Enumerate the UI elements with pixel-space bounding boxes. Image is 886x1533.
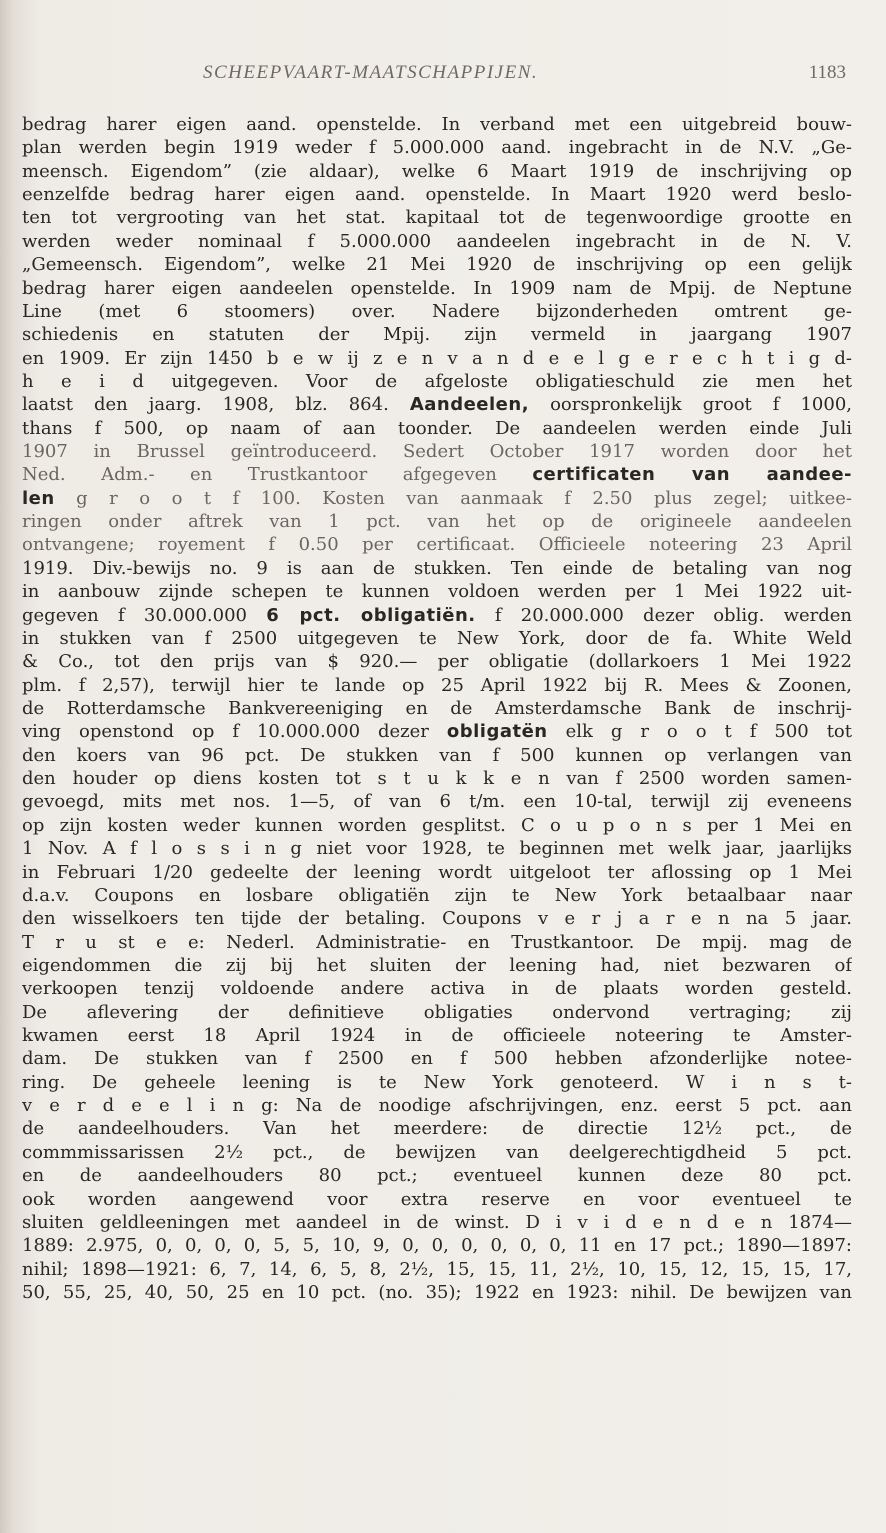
- text-segment: oorspronkelijk groot f 1000,: [529, 394, 852, 416]
- text-segment: in Februari 1/20 gedeelte der leening wordt uitgeloot ter aflossing op 1 Mei: [22, 861, 852, 883]
- text-segment: schiedenis en statuten der Mpij. zijn vermeld in jaargang 1907: [22, 324, 852, 346]
- text-line: [22, 206, 852, 229]
- text-segment: elk g r o o t f 500 tot: [547, 721, 852, 743]
- text-segment: v e r d e e l i n g: Na de noodige afschrijvingen, enz. eerst 5 pct. aan: [22, 1095, 852, 1117]
- text-segment: De aflevering der definitieve obligaties ondervond vertraging; zij: [22, 1001, 852, 1023]
- text-line: [22, 347, 852, 370]
- text-segment: de Rotterdamsche Bankvereeniging en de Amsterdamsche Bank de inschrij-: [22, 697, 852, 719]
- text-line: [22, 674, 852, 697]
- text-segment: 1 Nov. A f l o s s i n g niet voor 1928, te beginnen met welk jaar, jaarlijks: [22, 838, 852, 860]
- text-line: [22, 767, 852, 790]
- text-segment: en de aandeelhouders 80 pct.; eventueel kunnen deze 80 pct.: [22, 1165, 852, 1187]
- text-segment: nihil; 1898—1921: 6, 7, 14, 6, 5, 8, 2½, 15, 15, 11, 2½, 10, 15, 12, 15, 15, 17,: [22, 1258, 852, 1280]
- text-segment: thans f 500, op naam of aan toonder. De aandeelen werden einde Juli: [22, 417, 852, 439]
- text-segment: d.a.v. Coupons en losbare obligatiën zijn te New York betaalbaar naar: [22, 884, 852, 906]
- text-line: [22, 136, 852, 159]
- text-segment: & Co., tot den prijs van $ 920.— per obligatie (dollarkoers 1 Mei 1922: [22, 651, 852, 673]
- text-segment: dam. De stukken van f 2500 en f 500 hebben afzonderlijke notee-: [22, 1048, 852, 1070]
- running-title: SCHEEPVAART-MAATSCHAPPIJEN.: [203, 62, 539, 83]
- text-line: [22, 440, 852, 463]
- text-segment: T r u st e e: Nederl. Administratie- en Trustkantoor. De mpij. mag de: [22, 931, 852, 953]
- text-line: [22, 884, 852, 907]
- bold-term: certificaten van aandee-: [532, 464, 852, 486]
- text-segment: h e i d uitgegeven. Voor de afgeloste obligatieschuld zie men het: [22, 370, 852, 392]
- text-segment: ten tot vergrooting van het stat. kapitaal tot de tegenwoordige grootte en: [22, 207, 852, 229]
- text-segment: eenzelfde bedrag harer eigen aand. openstelde. In Maart 1920 werd beslo-: [22, 184, 852, 206]
- text-segment: werden weder nominaal f 5.000.000 aandeelen ingebracht in de N. V.: [22, 230, 852, 252]
- text-segment: laatst den jaarg. 1908, blz. 864.: [22, 394, 410, 416]
- text-line: [22, 113, 852, 136]
- text-segment: sluiten geldleeningen met aandeel in de winst. D i v i d e n d e n 1874—: [22, 1211, 852, 1233]
- text-line: [22, 1234, 852, 1257]
- text-line: [22, 557, 852, 580]
- bold-term: obligatën: [446, 721, 548, 743]
- text-segment: g r o o t f 100. Kosten van aanmaak f 2.50 plus zegel; uitkee-: [54, 487, 852, 509]
- text-line: [22, 931, 852, 954]
- bold-term: len: [22, 487, 55, 509]
- text-segment: verkoopen tenzij voldoende andere activa in de plaats worden gesteld.: [22, 978, 852, 1000]
- text-line: [22, 1258, 852, 1281]
- text-segment: 1919. Div.-bewijs no. 9 is aan de stukken. Ten einde de betaling van nog: [22, 557, 852, 579]
- text-line: [22, 861, 852, 884]
- text-segment: 1907 in Brussel geïntroduceerd. Sedert October 1917 worden door het: [22, 441, 852, 463]
- text-line: [22, 837, 852, 860]
- text-segment: den wisselkoers ten tijde der betaling. Coupons v e r j a r e n na 5 jaar.: [22, 908, 852, 930]
- text-line: [22, 1047, 852, 1070]
- text-line: [22, 1211, 852, 1234]
- text-line: [22, 370, 852, 393]
- text-segment: 50, 55, 25, 40, 50, 25 en 10 pct. (no. 35); 1922 en 1923: nihil. De bewijzen van: [22, 1281, 852, 1303]
- text-segment: bedrag harer eigen aandeelen openstelde. In 1909 nam de Mpij. de Neptune: [22, 277, 852, 299]
- text-segment: „Gemeensch. Eigendom”, welke 21 Mei 1920 de inschrijving op een gelijk: [22, 254, 852, 276]
- text-line: [22, 604, 852, 627]
- text-segment: en 1909. Er zijn 1450 b e w ij z e n v a n d e e l g e r e c h t i g d-: [22, 347, 852, 369]
- text-segment: kwamen eerst 18 April 1924 in de officieele noteering te Amster-: [22, 1025, 852, 1047]
- text-line: [22, 253, 852, 276]
- text-segment: de aandeelhouders. Van het meerdere: de directie 12½ pct., de: [22, 1118, 852, 1140]
- text-line: [22, 1188, 852, 1211]
- text-line: [22, 1001, 852, 1024]
- text-line: [22, 580, 852, 603]
- text-line: [22, 744, 852, 767]
- text-segment: ving openstond op f 10.000.000 dezer: [22, 721, 447, 743]
- text-line: [22, 650, 852, 673]
- text-line: [22, 977, 852, 1000]
- text-segment: plan werden begin 1919 weder f 5.000.000 aand. ingebracht in de N.V. „Ge-: [22, 137, 852, 159]
- text-segment: op zijn kosten weder kunnen worden gesplitst. C o u p o n s per 1 Mei en: [22, 814, 852, 836]
- text-line: [22, 1117, 852, 1140]
- text-line: [22, 533, 852, 556]
- text-segment: f 20.000.000 dezer oblig. werden: [475, 604, 852, 626]
- text-line: [22, 1024, 852, 1047]
- text-line: [22, 1071, 852, 1094]
- text-segment: den houder op diens kosten tot s t u k k e n van f 2500 worden samen-: [22, 768, 852, 790]
- text-line: [22, 1094, 852, 1117]
- text-segment: ringen onder aftrek van 1 pct. van het op de origineele aandeelen: [22, 511, 852, 533]
- text-line: [22, 487, 852, 510]
- text-line: [22, 954, 852, 977]
- text-line: [22, 697, 852, 720]
- text-line: [22, 300, 852, 323]
- text-segment: plm. f 2,57), terwijl hier te lande op 25 April 1922 bij R. Mees & Zoonen,: [22, 674, 852, 696]
- text-line: [22, 1281, 852, 1304]
- text-line: [22, 907, 852, 930]
- text-line: [22, 510, 852, 533]
- text-segment: den koers van 96 pct. De stukken van f 500 kunnen op verlangen van: [22, 744, 852, 766]
- text-line: [22, 720, 852, 743]
- text-segment: meensch. Eigendom” (zie aldaar), welke 6 Maart 1919 de inschrijving op: [22, 160, 852, 182]
- text-segment: commmissarissen 2½ pct., de bewijzen van deelgerechtigdheid 5 pct.: [22, 1141, 852, 1163]
- text-segment: Ned. Adm.- en Trustkantoor afgegeven: [22, 464, 533, 486]
- text-segment: ontvangene; royement f 0.50 per certificaat. Officieele noteering 23 April: [22, 534, 852, 556]
- text-segment: in stukken van f 2500 uitgegeven te New York, door de fa. White Weld: [22, 627, 852, 649]
- page-number: 1183: [808, 62, 846, 83]
- text-line: [22, 417, 852, 440]
- text-line: [22, 230, 852, 253]
- text-line: [22, 1141, 852, 1164]
- text-segment: eigendommen die zij bij het sluiten der leening had, niet bezwaren of: [22, 954, 852, 976]
- text-segment: gegeven f 30.000.000: [22, 604, 267, 626]
- text-line: [22, 183, 852, 206]
- text-line: [22, 627, 852, 650]
- text-segment: 1889: 2.975, 0, 0, 0, 0, 5, 5, 10, 9, 0, 0, 0, 0, 0, 0, 11 en 17 pct.; 1890—1897:: [22, 1235, 852, 1257]
- text-line: [22, 463, 852, 486]
- page-header: [0, 62, 886, 90]
- text-segment: gevoegd, mits met nos. 1—5, of van 6 t/m. een 10-tal, terwijl zij eveneens: [22, 791, 852, 813]
- text-line: [22, 277, 852, 300]
- bold-term: Aandeelen,: [409, 394, 530, 416]
- text-segment: bedrag harer eigen aand. openstelde. In verband met een uitgebreid bouw-: [22, 114, 852, 135]
- text-segment: ring. De geheele leening is te New York genoteerd. W i n s t-: [22, 1071, 852, 1093]
- text-line: [22, 814, 852, 837]
- text-line: [22, 393, 852, 416]
- text-line: [22, 160, 852, 183]
- text-line: [22, 790, 852, 813]
- text-line: [22, 1164, 852, 1187]
- body-text: [22, 113, 852, 1304]
- text-segment: Line (met 6 stoomers) over. Nadere bijzonderheden omtrent ge-: [22, 300, 852, 322]
- text-line: [22, 323, 852, 346]
- text-segment: in aanbouw zijnde schepen te kunnen voldoen werden per 1 Mei 1922 uit-: [22, 581, 852, 603]
- bold-term: 6 pct. obligatiën.: [266, 604, 476, 626]
- text-segment: ook worden aangewend voor extra reserve en voor eventueel te: [22, 1188, 852, 1210]
